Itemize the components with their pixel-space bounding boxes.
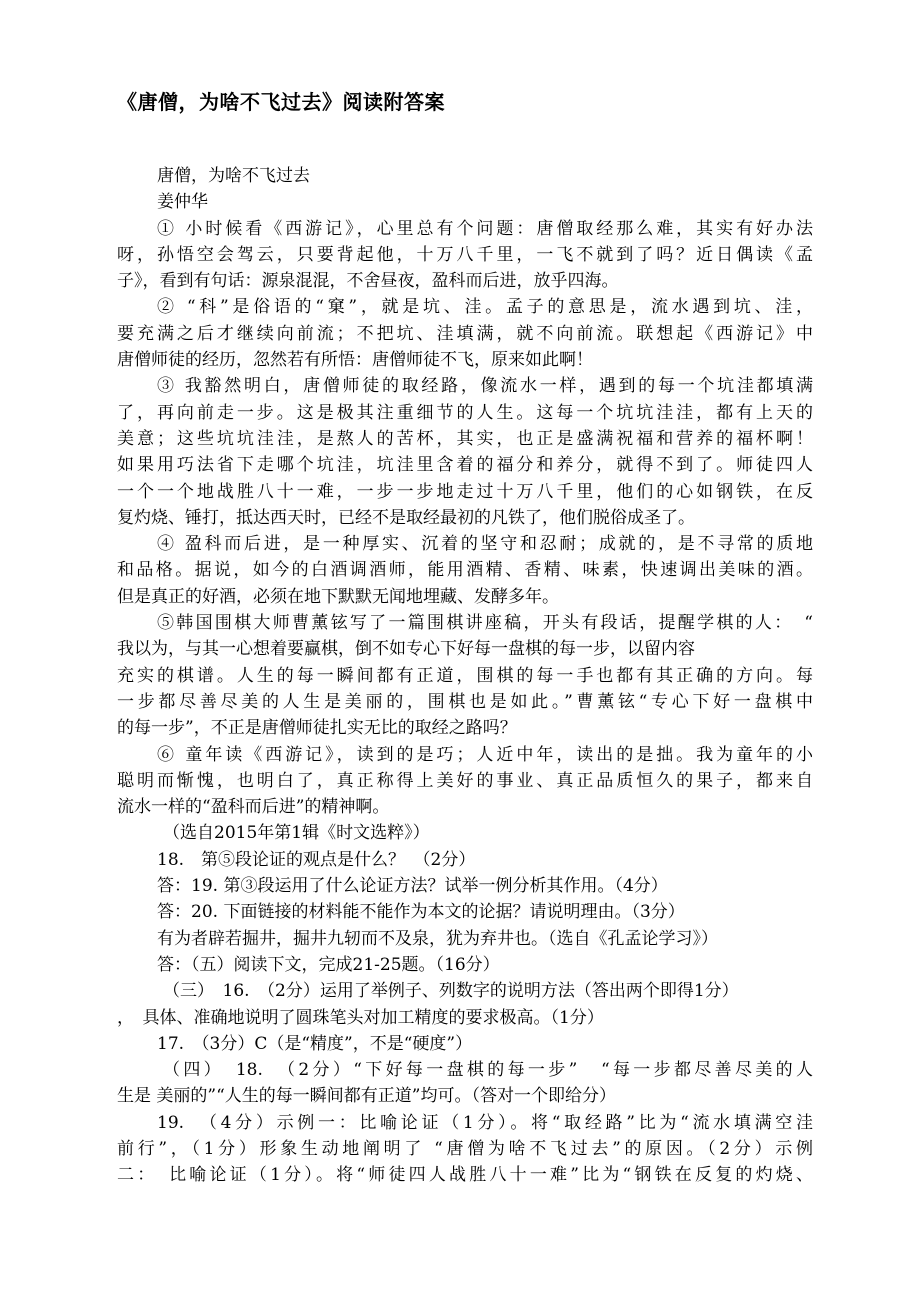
answer-line: 19. （4分）示例一：比喻论证（1分）。将“取经路”比为“流水填满空洼 — [157, 1112, 813, 1133]
paragraph-line: ③ 我豁然明白，唐僧师徒的取经路，像流水一样，遇到的每一个坑洼都填满 — [157, 376, 813, 397]
paragraph-line: 的每一步”，不正是唐僧师徒扎实无比的取经之路吗？ — [117, 718, 517, 739]
paragraph-line: 充实的棋谱。人生的每一瞬间都有正道，围棋的每一手也都有其正确的方向。每 — [117, 665, 813, 686]
document-body — [117, 163, 813, 1189]
article-title: 唐僧，为啥不飞过去 — [157, 166, 310, 186]
paragraph-line: 呀，孙悟空会驾云，只要背起他，十万八千里，一飞不就到了吗？近日偶读《孟 — [117, 244, 813, 265]
paragraph-line: 要充满之后才继续向前流；不把坑、洼填满，就不向前流。联想起《西游记》中 — [117, 323, 813, 344]
question-line: 有为者辟若掘井，掘井九轫而不及泉，犹为弃井也。（选自《孔孟论学习》） — [157, 928, 718, 949]
answer-line: （四） 18. （2分）“下好每一盘棋的每一步” “每一步都尽善尽美的人 — [163, 1060, 813, 1081]
paragraph-line: 如果用巧法省下走哪个坑洼，坑洼里含着的福分和养分，就得不到了。师徒四人 — [117, 455, 813, 476]
paragraph-line: 一个一个地战胜八十一难，一步一步地走过十万八千里，他们的心如钢铁，在反 — [117, 481, 813, 502]
answer-line: 前行”，（1分）形象生动地阐明了 “唐僧为啥不飞过去”的原因。（2分）示例 — [117, 1138, 813, 1159]
document-title: 《唐僧，为啥不飞过去》阅读附答案 — [117, 90, 445, 114]
paragraph-line: ④ 盈科而后进，是一种厚实、沉着的坚守和忍耐；成就的，是不寻常的质地 — [157, 534, 813, 555]
answer-line: 二： 比喻论证（1分）。将“师徒四人战胜八十一难”比为“钢铁在反复的灼烧、 — [117, 1165, 813, 1186]
question-line: 答：19. 第③段运用了什么论证方法？试举一例分析其作用。（4分） — [157, 876, 668, 897]
question-line: 18. 第⑤段论证的观点是什么？ （2分） — [157, 849, 476, 870]
paragraph-line: ② “科”是俗语的“窠”，就是坑、洼。孟子的意思是，流水遇到坑、洼， — [157, 297, 813, 318]
article-author: 姜仲华 — [157, 192, 208, 213]
paragraph-line: 流水一样的“盈科而后进”的精神啊。 — [117, 797, 390, 818]
paragraph-line: ⑥ 童年读《西游记》，读到的是巧；人近中年，读出的是拙。我为童年的小 — [157, 744, 813, 765]
paragraph-line: ⑤韩国围棋大师曹薰铉写了一篇围棋讲座稿，开头有段话，提醒学棋的人： “ — [157, 613, 813, 634]
answer-line: （三） 16. （2分）运用了举例子、列数字的说明方法（答出两个即得1分） — [163, 981, 739, 1002]
paragraph-line: 唐僧师徒的经历，忽然若有所悟：唐僧师徒不飞，原来如此啊！ — [117, 350, 593, 371]
paragraph-line: 美意；这些坑坑洼洼，是熬人的苦杯，其实，也正是盛满祝福和营养的福杯啊！ — [117, 428, 813, 449]
answer-line: 17. （3分）C（是“精度”，不是“硬度”） — [157, 1033, 473, 1054]
paragraph-line: 但是真正的好酒，必须在地下默默无闻地埋藏、发酵多年。 — [117, 586, 559, 607]
paragraph-line: 一步都尽善尽美的人生是美丽的，围棋也是如此。”曹薰铉“专心下好一盘棋中 — [117, 691, 813, 712]
paragraph-line: 我以为，与其一心想着要赢棋，倒不如专心下好每一盘棋的每一步，以留内容 — [117, 639, 695, 660]
source-note: （选自2015年第1辑《时文选粹》） — [163, 823, 430, 844]
paragraph-line: 和品格。据说，如今的白酒调酒师，能用酒精、香精、味素，快速调出美味的酒。 — [117, 560, 813, 581]
paragraph-line: 聪明而惭愧，也明白了，真正称得上美好的事业、真正品质恒久的果子，都来自 — [117, 770, 813, 791]
paragraph-line: ① 小时候看《西游记》，心里总有个问题：唐僧取经那么难，其实有好办法 — [157, 218, 813, 239]
question-line: 答：（五）阅读下文，完成21-25题。（16分） — [157, 954, 500, 975]
paragraph-line: 了，再向前走一步。这是极其注重细节的人生。这每一个坑坑洼洼，都有上天的 — [117, 402, 813, 423]
paragraph-line: 子》，看到有句话：源泉混混，不舍昼夜，盈科而后进，放乎四海。 — [117, 271, 619, 292]
answer-line: 生是 美丽的”“人生的每一瞬间都有正道”均可。（答对一个即给分） — [117, 1086, 616, 1107]
question-line: 答：20. 下面链接的材料能不能作为本文的论据？请说明理由。（3分） — [157, 902, 685, 923]
answer-line: ， 具体、准确地说明了圆珠笔头对加工精度的要求极高。（1分） — [117, 1007, 604, 1028]
paragraph-line: 复灼烧、锤打，抵达西天时，已经不是取经最初的凡铁了，他们脱俗成圣了。 — [117, 507, 695, 528]
